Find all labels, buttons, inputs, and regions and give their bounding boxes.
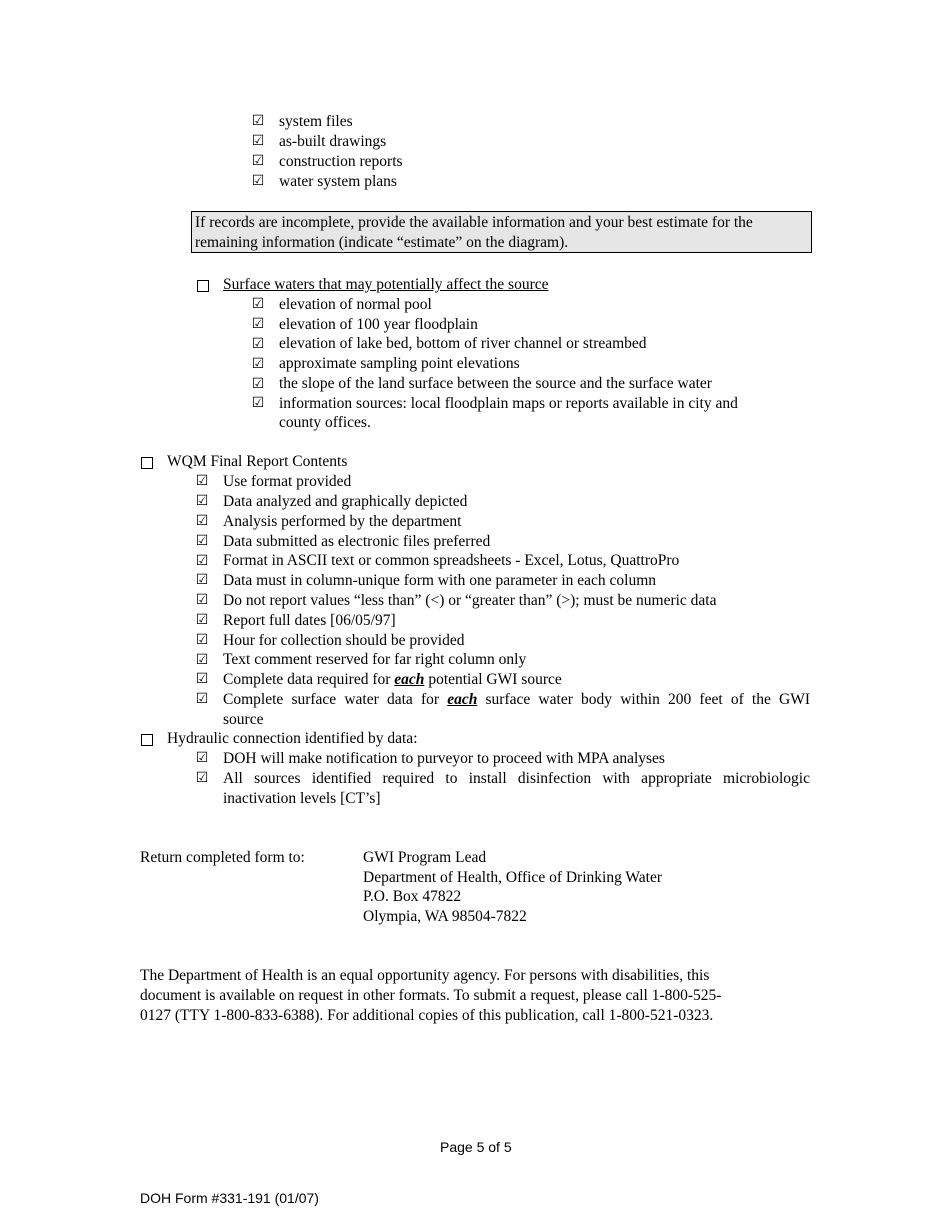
- text-segment: Complete surface water data for: [223, 691, 448, 708]
- form-number: DOH Form #331-191 (01/07): [140, 1190, 319, 1206]
- list-item: Use format provided: [223, 473, 352, 490]
- checked-box-icon: ☑: [195, 553, 209, 569]
- list-item: Hour for collection should be provided: [223, 632, 465, 649]
- checked-box-icon: ☑: [251, 316, 265, 332]
- checked-box-icon: ☑: [195, 533, 209, 549]
- list-item: Do not report values “less than” (<) or “greater than” (>); must be numeric data: [223, 592, 717, 609]
- list-item: Report full dates [06/05/97]: [223, 612, 396, 629]
- address-line: Department of Health, Office of Drinking Water: [363, 869, 663, 886]
- checked-box-icon: ☑: [195, 513, 209, 529]
- checked-box-icon: ☑: [251, 133, 265, 149]
- list-item: elevation of 100 year floodplain: [279, 316, 478, 333]
- list-item: the slope of the land surface between the source and the surface water: [279, 375, 712, 392]
- list-item: approximate sampling point elevations: [279, 355, 520, 372]
- checked-box-icon: ☑: [195, 671, 209, 687]
- list-item: Data submitted as electronic files preferred: [223, 533, 491, 550]
- list-item: All sources identified required to install disinfection with appropriate microbiologic: [223, 770, 810, 787]
- checked-box-icon: ☑: [251, 296, 265, 312]
- list-item-continuation: source: [223, 711, 264, 728]
- checked-box-icon: ☑: [195, 493, 209, 509]
- statement-line: 0127 (TTY 1-800-833-6388). For additional copies of this publication, call 1-800-521-0323.: [140, 1007, 714, 1024]
- checked-box-icon: ☑: [251, 336, 265, 352]
- list-item: Data analyzed and graphically depicted: [223, 493, 468, 510]
- checked-box-icon: ☑: [251, 113, 265, 129]
- return-label: Return completed form to:: [140, 849, 305, 866]
- emphasis-each: each: [447, 691, 478, 708]
- checked-box-icon: ☑: [195, 750, 209, 766]
- text-segment: Complete data required for: [223, 671, 395, 688]
- checked-box-icon: ☑: [195, 632, 209, 648]
- list-item-complete-data: [223, 670, 562, 690]
- list-item: elevation of normal pool: [279, 296, 432, 313]
- checked-box-icon: ☑: [251, 153, 265, 169]
- statement-line: document is available on request in other formats. To submit a request, please call 1-800-525-: [140, 987, 722, 1004]
- surface-waters-heading: Surface waters that may potentially affect the source: [223, 276, 549, 293]
- checked-box-icon: ☑: [251, 376, 265, 392]
- list-item: system files: [279, 113, 353, 130]
- checked-box-icon: ☑: [195, 612, 209, 628]
- hydraulic-heading: Hydraulic connection identified by data:: [167, 730, 418, 747]
- list-item: Analysis performed by the department: [223, 513, 462, 530]
- emphasis-each: each: [394, 671, 425, 688]
- note-text-line2: remaining information (indicate “estimate” on the diagram).: [195, 234, 569, 251]
- checked-box-icon: ☑: [195, 473, 209, 489]
- checked-box-icon: ☑: [195, 572, 209, 588]
- list-item-surface-data: [223, 690, 810, 710]
- list-item: information sources: local floodplain maps or reports available in city and: [279, 395, 738, 412]
- checked-box-icon: ☑: [251, 395, 265, 411]
- list-item: elevation of lake bed, bottom of river channel or streambed: [279, 335, 647, 352]
- checked-box-icon: ☑: [195, 592, 209, 608]
- checked-box-icon: ☑: [251, 356, 265, 372]
- list-item: water system plans: [279, 173, 397, 190]
- unchecked-box-icon: [141, 734, 153, 746]
- list-item-continuation: county offices.: [279, 414, 371, 431]
- address-line: Olympia, WA 98504-7822: [363, 908, 527, 925]
- note-text-line1: If records are incomplete, provide the available information and your best estimate for the: [195, 214, 753, 231]
- list-item: Format in ASCII text or common spreadsheets - Excel, Lotus, QuattroPro: [223, 552, 680, 569]
- list-item: construction reports: [279, 153, 403, 170]
- page-number: Page 5 of 5: [440, 1139, 512, 1155]
- checked-box-icon: ☑: [251, 173, 265, 189]
- checked-box-icon: ☑: [195, 652, 209, 668]
- unchecked-box-icon: [141, 457, 153, 469]
- statement-line: The Department of Health is an equal opportunity agency. For persons with disabilities, this: [140, 967, 710, 984]
- list-item-continuation: inactivation levels [CT’s]: [223, 790, 381, 807]
- list-item: as-built drawings: [279, 133, 387, 150]
- text-segment: surface water body within 200 feet of the GWI: [477, 691, 810, 708]
- address-line: P.O. Box 47822: [363, 888, 462, 905]
- list-item: DOH will make notification to purveyor to proceed with MPA analyses: [223, 750, 665, 767]
- text-segment: potential GWI source: [424, 671, 562, 688]
- checked-box-icon: ☑: [195, 770, 209, 786]
- list-item: Text comment reserved for far right column only: [223, 651, 527, 668]
- wqm-heading: WQM Final Report Contents: [167, 453, 348, 470]
- checked-box-icon: ☑: [195, 691, 209, 707]
- address-line: GWI Program Lead: [363, 849, 487, 866]
- unchecked-box-icon: [197, 280, 209, 292]
- list-item: Data must in column-unique form with one parameter in each column: [223, 572, 657, 589]
